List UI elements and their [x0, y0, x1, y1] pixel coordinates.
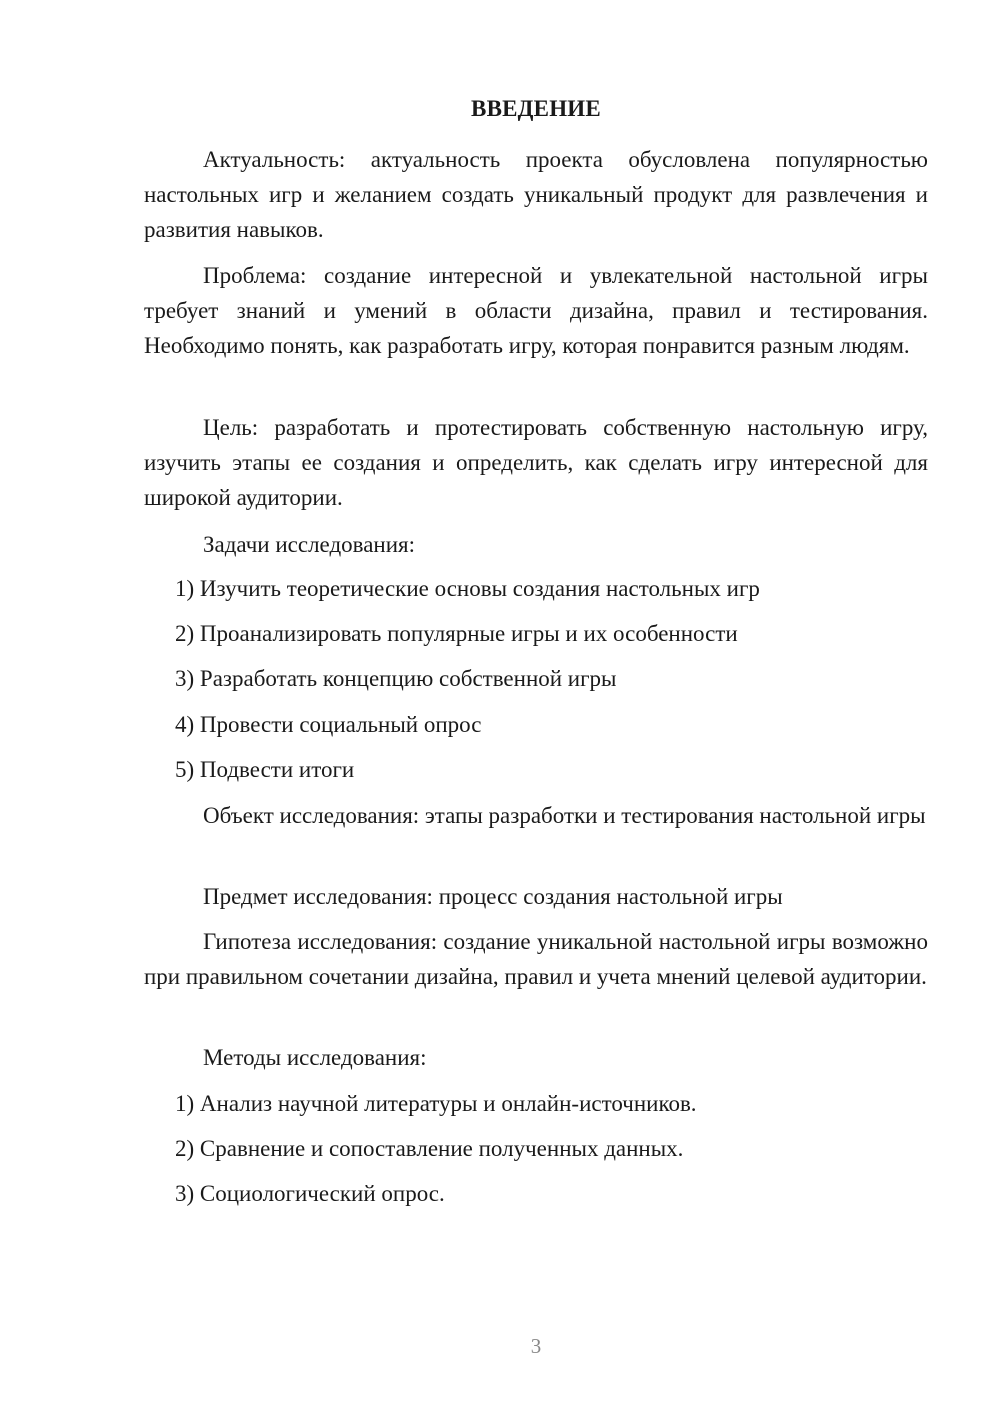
subject-paragraph: Предмет исследования: процесс создания настольной игры: [203, 884, 783, 909]
goal-paragraph: Цель: разработать и протестировать собственную настольную игру, изучить этапы ее создания и определить, как сделать игру интересной для широкой аудитории.: [144, 415, 928, 510]
task-item: 1) Изучить теоретические основы создания настольных игр: [175, 576, 760, 601]
section-title: ВВЕДЕНИЕ: [471, 96, 601, 121]
tasks-heading: Задачи исследования:: [203, 532, 416, 557]
methods-heading: Методы исследования:: [203, 1045, 427, 1070]
task-item: 5) Подвести итоги: [175, 757, 355, 782]
task-item: 4) Провести социальный опрос: [175, 712, 482, 737]
method-item: 1) Анализ научной литературы и онлайн-источников.: [175, 1091, 697, 1116]
object-paragraph: Объект исследования: этапы разработки и тестирования настольной игры: [203, 803, 926, 828]
method-item: 2) Сравнение и сопоставление полученных данных.: [175, 1136, 684, 1161]
task-item: 3) Разработать концепцию собственной игры: [175, 666, 617, 691]
hypothesis-paragraph: Гипотеза исследования: создание уникальной настольной игры возможно при правильном сочетании дизайна, правил и учета мнений целевой аудитории.: [144, 929, 928, 989]
method-item: 3) Социологический опрос.: [175, 1181, 445, 1206]
page-number: 3: [530, 1334, 542, 1358]
relevance-paragraph: Актуальность: актуальность проекта обусловлена популярностью настольных игр и желанием создать уникальный продукт для развлечения и развития навыков.: [144, 147, 928, 242]
task-item: 2) Проанализировать популярные игры и их особенности: [175, 621, 738, 646]
problem-paragraph: Проблема: создание интересной и увлекательной настольной игры требует знаний и умений в области дизайна, правил и тестирования. Необходимо понять, как разработать игру, которая понравится разным людям.: [144, 263, 928, 358]
